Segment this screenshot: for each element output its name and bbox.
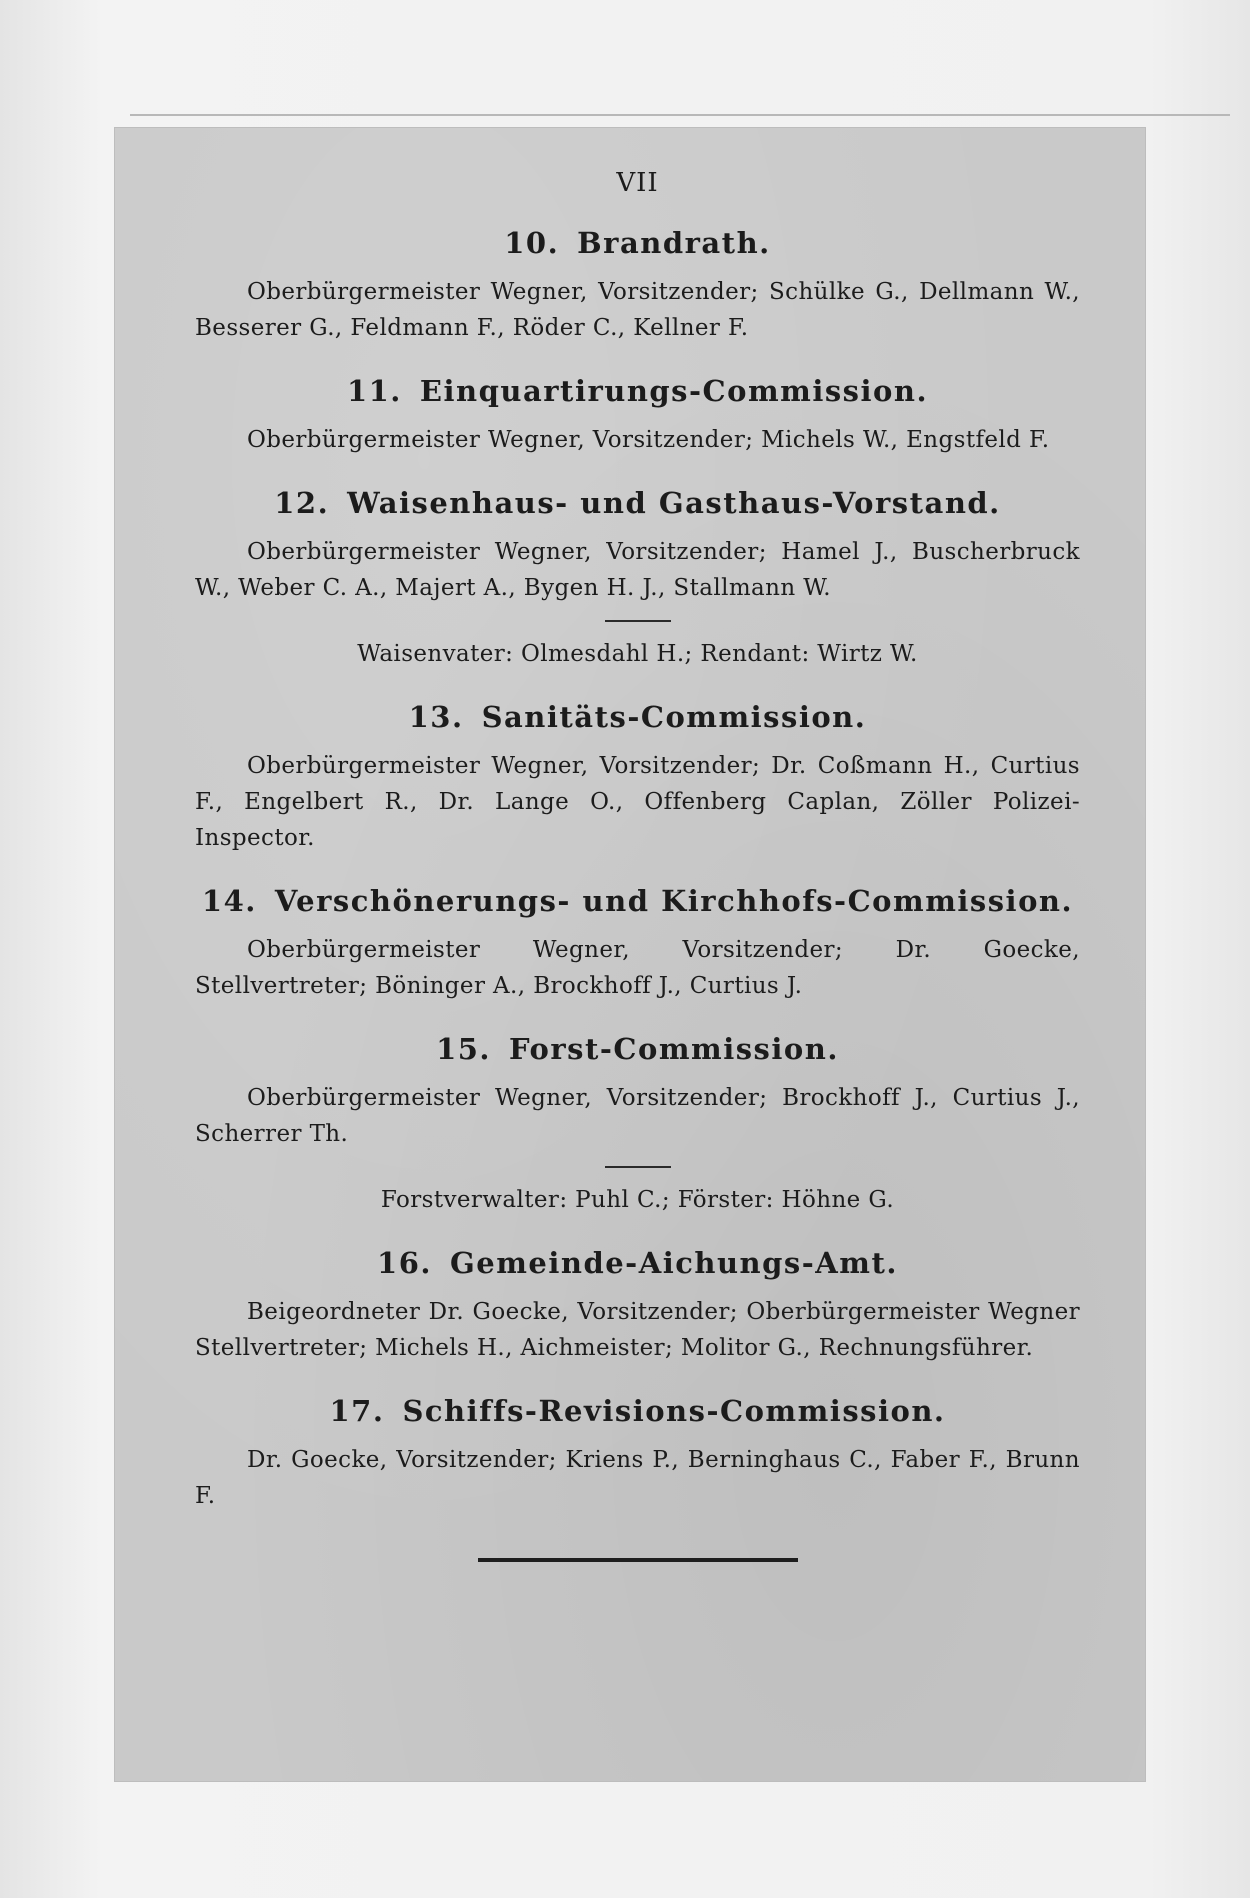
section-members: Oberbürgermeister Wegner, Vorsitzender; Dr. Coßmann H., Curtius F., Engelbert R., Dr. Lange O., Offenberg Caplan, Zöller Polizei-Inspector. [195,753,1080,851]
section-number: 15. [436,1032,492,1066]
closing-rule [478,1558,798,1562]
section-17 [195,1394,1080,1514]
scan-edge-line [130,114,1230,116]
section-title: Forst-Commission. [509,1032,839,1066]
section-11 [195,374,1080,458]
section-13 [195,700,1080,856]
section-title: Verschönerungs- und Kirchhofs-Commission. [274,884,1074,918]
section-title: Gemeinde-Aichungs-Amt. [449,1246,898,1280]
section-number: 14. [201,884,257,918]
section-extra: Forstverwalter: Puhl C.; Förster: Höhne G. [380,1187,895,1213]
section-16 [195,1246,1080,1366]
section-title: Schiffs-Revisions-Commission. [402,1394,946,1428]
section-number: 11. [346,374,402,408]
document-page [115,128,1145,1781]
section-heading [195,884,1080,918]
section-15 [195,1032,1080,1218]
section-number: 13. [408,700,464,734]
section-heading [195,700,1080,734]
section-extra: Waisenvater: Olmesdahl H.; Rendant: Wirtz W. [357,641,918,667]
short-divider [605,1166,671,1168]
section-number: 10. [504,226,560,260]
section-title: Sanitäts-Commission. [481,700,867,734]
section-heading [195,374,1080,408]
section-12 [195,486,1080,672]
section-title: Brandrath. [577,226,771,260]
section-members: Beigeordneter Dr. Goecke, Vorsitzender; Oberbürgermeister Wegner Stellvertreter; Michels H., Aichmeister; Molitor G., Rechnungsführer. [195,1299,1080,1361]
section-members: Oberbürgermeister Wegner, Vorsitzender; Schülke G., Dellmann W., Besserer G., Feldmann F., Röder C., Kellner F. [195,279,1080,341]
section-10 [195,226,1080,346]
section-title: Waisenhaus- und Gasthaus-Vorstand. [347,486,1001,520]
page-content [195,158,1080,1562]
section-heading [195,1394,1080,1428]
section-number: 17. [329,1394,385,1428]
section-members: Oberbürgermeister Wegner, Vorsitzender; Dr. Goecke, Stellvertreter; Böninger A., Brockhoff J., Curtius J. [195,937,1080,999]
section-members: Dr. Goecke, Vorsitzender; Kriens P., Berninghaus C., Faber F., Brunn F. [195,1447,1080,1509]
section-heading [195,226,1080,260]
short-divider [605,620,671,622]
section-heading [195,1032,1080,1066]
section-heading [195,486,1080,520]
section-14 [195,884,1080,1004]
section-heading [195,1246,1080,1280]
section-title: Einquartirungs-Commission. [419,374,929,408]
section-number: 16. [377,1246,432,1280]
page-number: VII [616,168,659,198]
section-number: 12. [274,486,330,520]
section-members: Oberbürgermeister Wegner, Vorsitzender; Brockhoff J., Curtius J., Scherrer Th. [195,1085,1080,1147]
section-members: Oberbürgermeister Wegner, Vorsitzender; Hamel J., Buscherbruck W., Weber C. A., Majert A., Bygen H. J., Stallmann W. [195,539,1080,601]
section-members: Oberbürgermeister Wegner, Vorsitzender; Michels W., Engstfeld F. [247,427,1050,453]
